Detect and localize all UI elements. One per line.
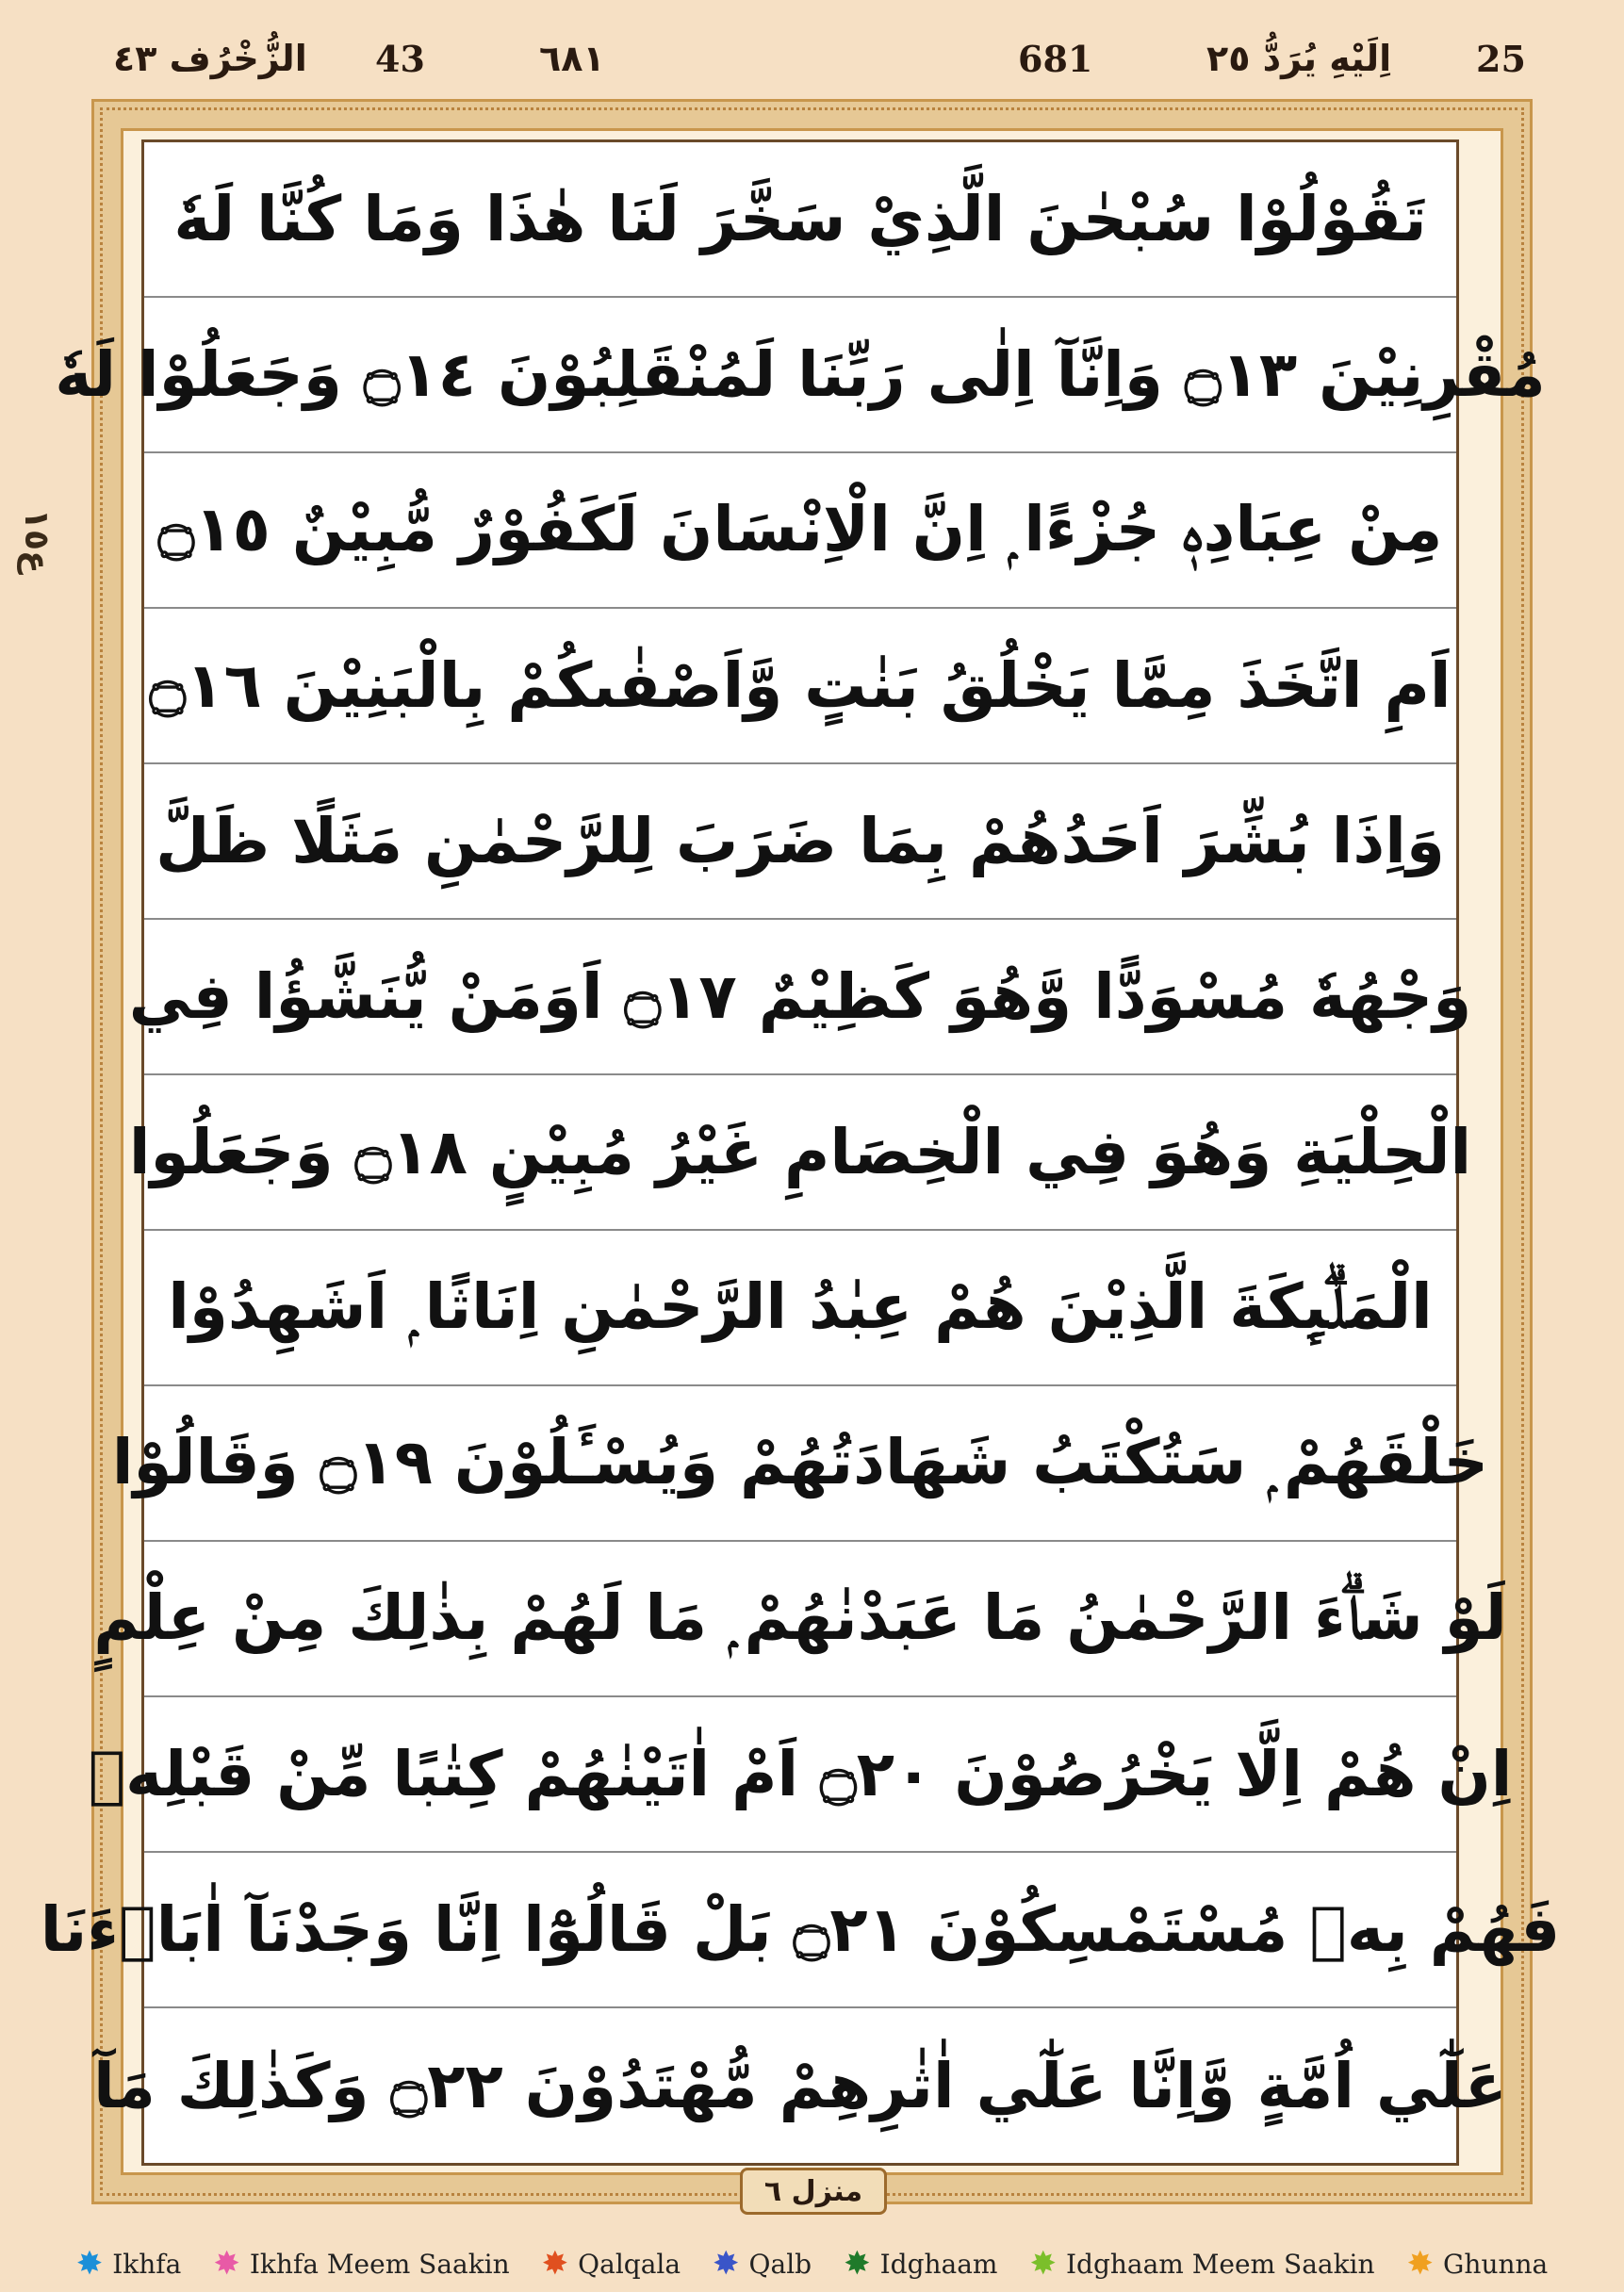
text-line-10: لَوْ شَاۗءَ الرَّحْمٰنُ مَا عَبَدْنٰهُمْ ۭ مَا لَهُمْ بِذٰلِكَ مِنْ عِلْمٍ: [144, 1542, 1456, 1697]
star-icon: ✸: [75, 2245, 104, 2283]
text-line-2: مُقْرِنِيْنَ ۝١٣ وَاِنَّآ اِلٰى رَبِّنَا لَمُنْقَلِبُوْنَ ۝١٤ وَجَعَلُوْا لَهٗ: [144, 298, 1456, 453]
legend-label: Qalqala: [578, 2248, 681, 2280]
text-line-12: فَهُمْ بِهٖ مُسْتَمْسِكُوْنَ ۝٢١ بَلْ قَالُوْٓا اِنَّا وَجَدْنَآ اٰبَاۗءَنَا: [144, 1853, 1456, 2008]
legend-item-qalb: [713, 2245, 812, 2283]
star-icon: ✸: [844, 2245, 871, 2283]
text-line-11: اِنْ هُمْ اِلَّا يَخْرُصُوْنَ ۝٢٠ اَمْ اٰتَيْنٰهُمْ كِتٰبًا مِّنْ قَبْلِهٖ: [144, 1697, 1456, 1853]
text-line-6: وَجْهُهٗ مُسْوَدًّا وَّهُوَ كَظِيْمٌ ۝١٧ اَوَمَنْ يُّنَشَّؤُا فِي: [144, 920, 1456, 1075]
text-line-4: اَمِ اتَّخَذَ مِمَّا يَخْلُقُ بَنٰتٍ وَّاَصْفٰىكُمْ بِالْبَنِيْنَ ۝١٦: [144, 609, 1456, 764]
legend-label: Qalb: [748, 2248, 812, 2280]
legend-item-idghaam-meem-saakin: [1029, 2245, 1375, 2283]
legend-item-ikhfa-meem-saakin: [213, 2245, 510, 2283]
page-number: 681: [1018, 38, 1093, 80]
juz-name-arabic: اِلَيْهِ يُرَدُّ ٢٥: [1206, 38, 1392, 79]
surah-number: 43: [375, 38, 425, 80]
legend-item-ikhfa: [75, 2245, 182, 2283]
text-line-8: الْمَلٰۗىِٕكَةَ الَّذِيْنَ هُمْ عِبٰدُ الرَّحْمٰنِ اِنَاثًا ۭ اَشَهِدُوْا: [144, 1231, 1456, 1386]
text-line-5: وَاِذَا بُشِّرَ اَحَدُهُمْ بِمَا ضَرَبَ لِلرَّحْمٰنِ مَثَلًا ظَلَّ: [144, 764, 1456, 920]
manzil-label: منزل ٦: [740, 2168, 887, 2215]
legend-item-qalqala: [541, 2245, 681, 2283]
text-line-1: تَقُوْلُوْا سُبْحٰنَ الَّذِيْ سَخَّرَ لَنَا هٰذَا وَمَا كُنَّا لَهٗ: [144, 142, 1456, 298]
quran-text-page: [40, 139, 1561, 2166]
text-line-9: خَلْقَهُمْ ۭ سَتُكْتَبُ شَهَادَتُهُمْ وَيُسْـَٔلُوْنَ ۝١٩ وَقَالُوْا: [144, 1386, 1456, 1542]
legend-label: Ikhfa: [112, 2248, 182, 2280]
star-icon: ✸: [713, 2245, 740, 2283]
star-icon: ✸: [1029, 2245, 1057, 2283]
legend-label: Ikhfa Meem Saakin: [249, 2248, 510, 2280]
juz-number: 25: [1476, 38, 1526, 80]
page-number-arabic: ٦٨١: [539, 38, 605, 79]
tajweed-legend: [0, 2235, 1624, 2292]
star-icon: ✸: [213, 2245, 240, 2283]
legend-item-ghunna: [1406, 2245, 1549, 2283]
legend-label: Idghaam Meem Saakin: [1065, 2248, 1375, 2280]
text-line-7: الْحِلْيَةِ وَهُوَ فِي الْخِصَامِ غَيْرُ مُبِيْنٍ ۝١٨ وَجَعَلُوا: [144, 1075, 1456, 1231]
surah-name-arabic: الزُّخْرُف ٤٣: [113, 38, 307, 79]
legend-label: Idghaam: [879, 2248, 998, 2280]
star-icon: ✸: [1406, 2245, 1435, 2283]
page-header: [0, 0, 1624, 102]
legend-label: Ghunna: [1443, 2248, 1549, 2280]
ruku-marker: ع١٥: [17, 509, 56, 574]
text-line-3: مِنْ عِبَادِهٖ جُزْءًا ۭ اِنَّ الْاِنْسَانَ لَكَفُوْرٌ مُّبِيْنٌ ۝١٥: [144, 453, 1456, 609]
legend-item-idghaam: [844, 2245, 998, 2283]
star-icon: ✸: [541, 2245, 569, 2283]
text-line-13: عَلٰٓي اُمَّةٍ وَّاِنَّا عَلٰٓي اٰثٰرِهِمْ مُّهْتَدُوْنَ ۝٢٢ وَكَذٰلِكَ مَآ: [93, 2050, 1507, 2122]
